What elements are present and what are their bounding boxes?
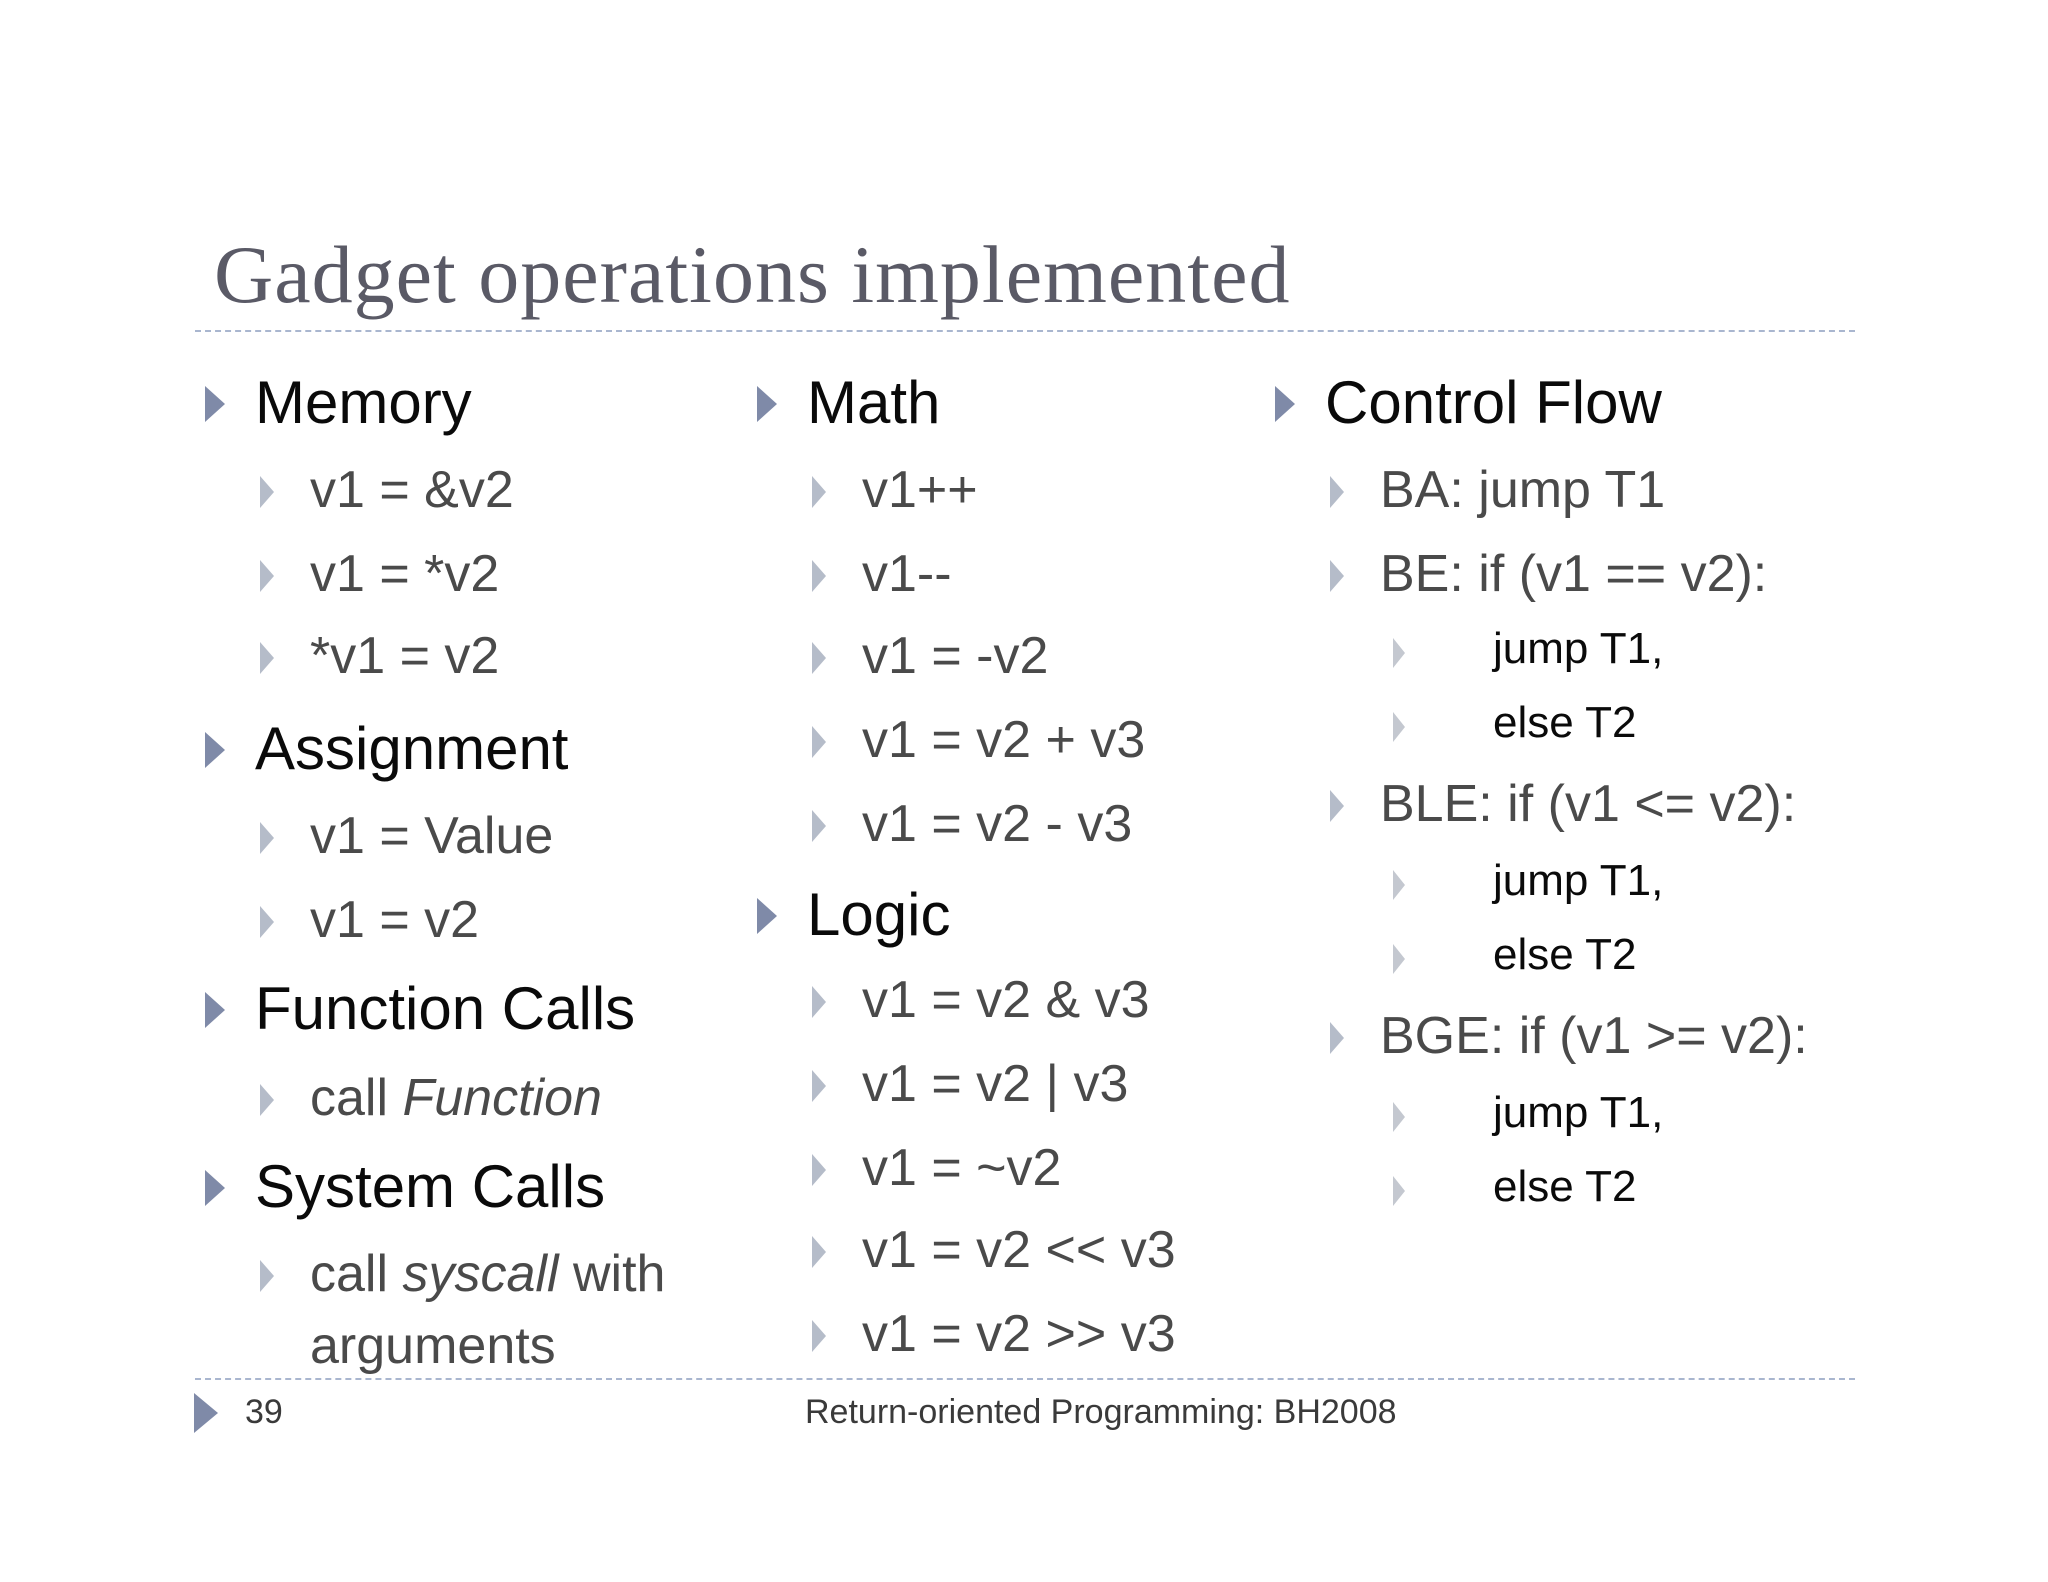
heading-system-calls: System Calls — [255, 1153, 606, 1220]
sub-sub-bullet-text: else T2 — [1493, 1162, 1637, 1211]
bullet-arrow-icon — [1393, 944, 1405, 974]
bullet-arrow-icon — [205, 1170, 225, 1206]
bullet-arrow-icon — [1330, 560, 1344, 592]
sub-bullet-text: v1 = *v2 — [310, 545, 500, 603]
sub-bullet-text: v1 = v2 + v3 — [862, 711, 1146, 769]
bullet-arrow-icon — [205, 732, 225, 768]
bullet-arrow-icon — [260, 560, 274, 592]
bullet-arrow-icon — [1275, 386, 1295, 422]
sub-bullet-text: v1++ — [862, 461, 978, 519]
sub-bullet-text: v1 = v2 | v3 — [862, 1055, 1129, 1113]
bullet-arrow-icon — [812, 642, 826, 674]
text-fragment: call — [310, 1069, 403, 1127]
heading-logic: Logic — [807, 881, 951, 948]
bullet-arrow-icon — [260, 1260, 274, 1292]
heading-assignment: Assignment — [255, 715, 569, 782]
bullet-arrow-icon — [260, 1084, 274, 1116]
sub-sub-bullet-text: jump T1, — [1493, 856, 1664, 905]
sub-sub-bullet-text: jump T1, — [1493, 624, 1664, 673]
bullet-arrow-icon — [812, 1154, 826, 1186]
sub-bullet-text — [310, 1244, 665, 1304]
text-italic: Function — [402, 1069, 602, 1127]
bullet-arrow-icon — [757, 386, 777, 422]
sub-bullet-text: *v1 = v2 — [310, 627, 500, 685]
sub-bullet-text: v1 = Value — [310, 807, 554, 865]
sub-bullet-text: BGE: if (v1 >= v2): — [1380, 1007, 1808, 1065]
bullet-arrow-icon — [757, 898, 777, 934]
bullet-arrow-icon — [205, 992, 225, 1028]
bullet-arrow-icon — [812, 986, 826, 1018]
sub-bullet-text: v1 = v2 - v3 — [862, 795, 1133, 853]
sub-bullet-text: v1 = &v2 — [310, 461, 514, 519]
title-divider — [195, 330, 1855, 332]
heading-math: Math — [807, 369, 941, 436]
heading-function-calls: Function Calls — [255, 975, 636, 1042]
sub-bullet-text: BA: jump T1 — [1380, 461, 1666, 519]
sub-sub-bullet-text: else T2 — [1493, 930, 1637, 979]
bullet-arrow-icon — [812, 476, 826, 508]
bullet-arrow-icon — [1393, 1102, 1405, 1132]
sub-bullet-text: v1 = ~v2 — [862, 1139, 1062, 1197]
bullet-arrow-icon — [1330, 790, 1344, 822]
bullet-arrow-icon — [812, 1070, 826, 1102]
sub-bullet-text — [310, 1068, 602, 1128]
bullet-arrow-icon — [1393, 1176, 1405, 1206]
bullet-arrow-icon — [260, 642, 274, 674]
sub-bullet-text: v1 = v2 & v3 — [862, 971, 1150, 1029]
bullet-arrow-icon — [260, 906, 274, 938]
text-italic: syscall — [402, 1245, 559, 1303]
bullet-arrow-icon — [1393, 638, 1405, 668]
bullet-arrow-icon — [205, 386, 225, 422]
heading-memory: Memory — [255, 369, 472, 436]
bullet-arrow-icon — [1330, 476, 1344, 508]
footer-divider — [195, 1378, 1855, 1380]
sub-bullet-text: v1 = v2 << v3 — [862, 1221, 1176, 1279]
bullet-arrow-icon — [812, 1236, 826, 1268]
text-fragment: call — [310, 1245, 403, 1303]
sub-sub-bullet-text: jump T1, — [1493, 1088, 1664, 1137]
bullet-arrow-icon — [1393, 712, 1405, 742]
bullet-arrow-icon — [260, 822, 274, 854]
sub-bullet-text: v1 = -v2 — [862, 627, 1049, 685]
bullet-arrow-icon — [812, 560, 826, 592]
bullet-arrow-icon — [1330, 1022, 1344, 1054]
sub-bullet-text: v1 = v2 — [310, 891, 480, 949]
footer-text: Return-oriented Programming: BH2008 — [805, 1393, 1397, 1431]
bullet-arrow-icon — [260, 476, 274, 508]
bullet-arrow-icon — [812, 810, 826, 842]
footer-arrow-icon — [194, 1393, 218, 1433]
sub-sub-bullet-text: else T2 — [1493, 698, 1637, 747]
sub-bullet-text-continued: arguments — [310, 1317, 556, 1375]
heading-control-flow: Control Flow — [1325, 369, 1662, 436]
sub-bullet-text: BLE: if (v1 <= v2): — [1380, 775, 1797, 833]
slide-title: Gadget operations implemented — [214, 229, 1291, 320]
bullet-arrow-icon — [812, 726, 826, 758]
bullet-arrow-icon — [1393, 870, 1405, 900]
page-number: 39 — [245, 1393, 283, 1431]
sub-bullet-text: v1-- — [862, 545, 952, 603]
sub-bullet-text: v1 = v2 >> v3 — [862, 1305, 1176, 1363]
sub-bullet-text: BE: if (v1 == v2): — [1380, 545, 1768, 603]
text-fragment: with — [558, 1245, 666, 1303]
bullet-arrow-icon — [812, 1320, 826, 1352]
